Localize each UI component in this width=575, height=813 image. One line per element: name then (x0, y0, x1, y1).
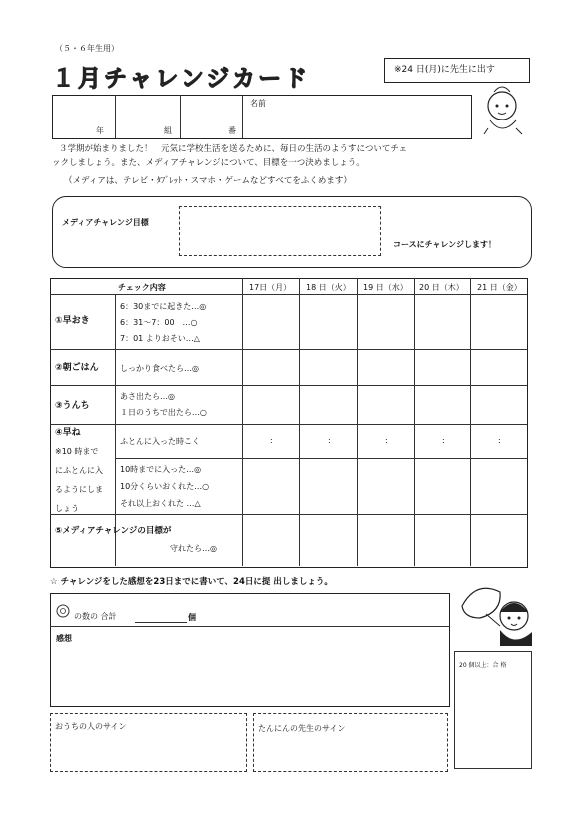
table-header-item: チェック内容 (118, 283, 166, 292)
impression-box (50, 593, 450, 707)
note-line: にふとんに入 (55, 466, 103, 475)
media-goal-input[interactable] (179, 206, 381, 256)
impression-label: 感想 (56, 634, 72, 643)
row-title: ⑤メディアチャレンジの目標が (55, 526, 172, 536)
intro-line-3: （メディアは、テレビ・ﾀﾌﾞﾚｯﾄ・スマホ・ゲームなどすべてをふくめます） (64, 176, 352, 186)
class-cell-label: 組 (164, 126, 172, 135)
row-title: ②朝ごはん (55, 363, 99, 373)
divider (242, 95, 243, 138)
row-detail (120, 463, 209, 510)
row-title: ③うんち (55, 401, 90, 411)
intro-line-1: ３学期が始まりました！ 元気に学校生活を送るために、毎日の生活のようすについてチェ (59, 144, 408, 154)
time-mark: : (385, 436, 388, 445)
day-header: 20 日（木） (419, 283, 464, 292)
divider (50, 294, 527, 295)
detail-line: 7：01 よりおそい…△ (120, 334, 200, 343)
mascot-holding-rice-illustration (456, 576, 536, 646)
detail-top: ふとんに入った時こく (120, 437, 200, 446)
divider (470, 278, 471, 566)
deadline-box (384, 58, 530, 83)
detail-line: 10時までに入った…◎ (120, 465, 202, 474)
media-goal-suffix: コースにチャレンジします！ (393, 240, 496, 249)
detail-line: 守れたら…◎ (170, 544, 217, 553)
count-prefix: の数の 合計 (74, 612, 117, 621)
footer-instruction: ☆ チャレンジをした感想を23日までに書いて、24日に提 出しましょう。 (50, 577, 333, 587)
divider (115, 95, 116, 138)
count-underline (135, 622, 187, 623)
mascot-illustration (480, 84, 528, 140)
row-note (55, 445, 103, 515)
divider (50, 385, 527, 386)
row-detail (120, 300, 206, 345)
day-header: 19 日（水） (363, 283, 408, 292)
detail-line: 6：31〜7：00 …○ (120, 318, 198, 327)
divider (357, 278, 358, 566)
time-mark: : (442, 436, 445, 445)
deadline-text: ※24 日(月)に先生に出す (394, 65, 495, 75)
divider (50, 424, 527, 425)
detail-line: 6：30までに起きた…◎ (120, 302, 207, 311)
note-line: しょう (55, 504, 79, 513)
number-cell-label: 番 (228, 126, 236, 135)
flower-stamp-icon (56, 604, 70, 618)
divider (50, 349, 527, 350)
count-unit: 個 (188, 613, 196, 622)
detail-line: それ以上おくれた …△ (120, 499, 201, 508)
day-header: 17日（月） (249, 283, 292, 292)
intro-line-2: ックしましょう。また、メディアチャレンジについて、目標を一つ決めましょう。 (52, 158, 365, 168)
detail-line: 10分くらいおくれた…○ (120, 482, 210, 491)
divider (414, 278, 415, 566)
divider (50, 626, 450, 627)
grade-cell-label: 年 (96, 126, 104, 135)
prize-label: 20 個以上：合 格 (459, 662, 507, 669)
divider (180, 95, 181, 138)
time-mark: : (270, 436, 273, 445)
grade-label: （５・６年生用） (55, 44, 119, 53)
day-header: 18 日（火） (306, 283, 351, 292)
day-header: 21 日（金） (477, 283, 522, 292)
time-mark: : (498, 436, 501, 445)
detail-line: あさ出たら…◎ (120, 392, 175, 401)
row-title: ①早おき (55, 316, 90, 326)
divider (115, 458, 527, 459)
page-title: １月チャレンジカード (52, 66, 311, 92)
media-goal-label: メディアチャレンジ目標 (62, 218, 149, 227)
divider (50, 514, 527, 515)
divider (242, 278, 243, 566)
note-line: ※10 時まで (55, 447, 99, 456)
detail-line: １日のうちで出たら…○ (120, 408, 207, 417)
detail-line: しっかり食べたら…◎ (120, 364, 199, 373)
row-title: ④早ね (55, 428, 81, 438)
teacher-sign-label: たんにんの先生のサイン (258, 724, 346, 733)
home-sign-label: おうちの人のサイン (55, 722, 127, 731)
teacher-sign-box[interactable] (253, 713, 448, 772)
row-detail (120, 390, 207, 419)
time-mark: : (328, 436, 331, 445)
name-label: 名前 (250, 99, 266, 108)
home-sign-box[interactable] (50, 713, 247, 772)
divider (299, 278, 300, 566)
note-line: るようにしま (55, 485, 103, 494)
